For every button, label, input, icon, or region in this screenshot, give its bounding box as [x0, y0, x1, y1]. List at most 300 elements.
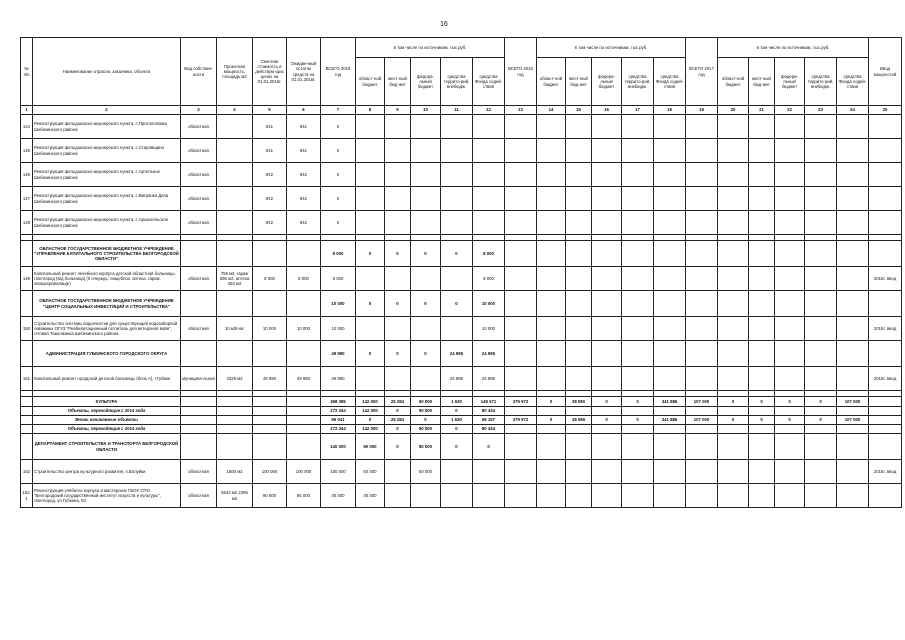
table-row-item — [21, 317, 902, 341]
column-number: 24 — [837, 106, 869, 115]
row-value-col-21 — [749, 341, 775, 367]
header-total-2015: ВСЕГО 2015 год — [321, 38, 356, 106]
header-ownership: Вид собствен-ности — [181, 38, 217, 106]
row-number: 151 — [21, 367, 33, 391]
row-value-col-23 — [805, 484, 837, 508]
row-value-col-10: 0 — [411, 291, 441, 317]
row-remaining: 942 — [287, 211, 321, 235]
row-value-col-17 — [622, 211, 654, 235]
row-value-col-12 — [473, 460, 505, 484]
row-value-col-17 — [622, 460, 654, 484]
row-remaining — [287, 291, 321, 317]
row-name: Реконструкция фельдшерско-акушерского пункта, с.Архангельское Шебекинского района — [33, 211, 181, 235]
row-value-col-24 — [837, 484, 869, 508]
row-value-col-24 — [837, 139, 869, 163]
row-remaining — [287, 434, 321, 460]
row-value-col-23 — [805, 187, 837, 211]
row-value-col-15 — [566, 267, 592, 291]
header-capacity: Проектная мощность, площадь м2 — [217, 38, 253, 106]
row-value-col-23 — [805, 460, 837, 484]
row-cost: 49 990 — [253, 367, 287, 391]
row-value-col-18 — [654, 484, 686, 508]
row-value-col-7: 0 — [321, 211, 356, 235]
header-src-regional: област-ной бюджет — [356, 58, 385, 106]
row-value-col-24 — [837, 317, 869, 341]
row-name: АДМИНИСТРАЦИЯ ГУБКИНСКОГО ГОРОДСКОГО ОКРУГА — [33, 341, 181, 367]
row-value-col-8: 142 000 — [356, 407, 385, 416]
table-row-group — [21, 291, 902, 317]
row-name: Капитальный ремонт городской детской больницы (блок А), г.Губкин — [33, 367, 181, 391]
column-number: 25 — [869, 106, 902, 115]
row-value-col-13 — [505, 115, 537, 139]
row-capacity — [217, 187, 253, 211]
row-value-col-24 — [837, 115, 869, 139]
row-value-col-18 — [654, 367, 686, 391]
row-value-col-8: 142 000 — [356, 425, 385, 434]
row-ownership: областная — [181, 460, 217, 484]
header-total-2017: ВСЕГО 2017 год — [686, 38, 718, 106]
row-value-col-13 — [505, 139, 537, 163]
row-value-col-19 — [686, 484, 718, 508]
table-row-item — [21, 367, 902, 391]
column-number: 17 — [622, 106, 654, 115]
row-remaining — [287, 241, 321, 267]
header-src-fund: средства Фонда содей-ствия — [654, 58, 686, 106]
row-value-col-8: 0 — [356, 416, 385, 425]
row-value-col-18: 341 886 — [654, 416, 686, 425]
row-number — [21, 291, 33, 317]
row-value-col-9 — [385, 317, 411, 341]
row-value-col-23 — [805, 367, 837, 391]
row-value-col-23 — [805, 434, 837, 460]
row-value-col-21 — [749, 367, 775, 391]
row-remaining — [287, 416, 321, 425]
row-value-col-20 — [718, 317, 749, 341]
table-row-item — [21, 187, 902, 211]
column-number: 20 — [718, 106, 749, 115]
row-value-col-19 — [686, 241, 718, 267]
row-name: КУЛЬТУРА — [33, 397, 181, 407]
row-value-col-21 — [749, 434, 775, 460]
row-capacity — [217, 163, 253, 187]
column-number: 9 — [385, 106, 411, 115]
row-value-col-13 — [505, 434, 537, 460]
row-number — [21, 407, 33, 416]
row-value-col-9 — [385, 460, 411, 484]
row-value-col-12: 24 995 — [473, 367, 505, 391]
row-cost: 942 — [253, 163, 287, 187]
row-cost: 941 — [253, 139, 287, 163]
row-remaining: 65 000 — [287, 484, 321, 508]
row-ownership — [181, 397, 217, 407]
row-value-col-14 — [537, 187, 566, 211]
row-value-col-19 — [686, 341, 718, 367]
row-value-col-12: 0 — [473, 434, 505, 460]
row-cost: 8 000 — [253, 267, 287, 291]
row-value-col-23 — [805, 407, 837, 416]
row-value-col-11: 1 630 — [441, 397, 473, 407]
header-group-2016: в том числе по источникам, тыс.руб. — [537, 38, 686, 58]
row-value-col-16 — [592, 341, 622, 367]
row-value-col-14 — [537, 434, 566, 460]
row-commission — [869, 425, 902, 434]
row-remaining: 942 — [287, 187, 321, 211]
row-value-col-9: 0 — [385, 241, 411, 267]
row-remaining: 942 — [287, 163, 321, 187]
row-value-col-12 — [473, 211, 505, 235]
column-number: 7 — [321, 106, 356, 115]
row-value-col-9: 25 284 — [385, 416, 411, 425]
table-row-item — [21, 139, 902, 163]
row-commission — [869, 163, 902, 187]
row-value-col-11: 0 — [441, 407, 473, 416]
row-capacity — [217, 397, 253, 407]
row-value-col-22 — [775, 460, 805, 484]
row-capacity — [217, 425, 253, 434]
row-value-col-16 — [592, 139, 622, 163]
row-number: 144 — [21, 115, 33, 139]
row-ownership: областная — [181, 267, 217, 291]
row-commission — [869, 187, 902, 211]
row-value-col-23 — [805, 317, 837, 341]
table-row-sub — [21, 425, 902, 434]
column-number: 3 — [181, 106, 217, 115]
row-commission — [869, 115, 902, 139]
row-value-col-20 — [718, 187, 749, 211]
row-number: 152 — [21, 460, 33, 484]
row-value-col-8: 50 000 — [356, 460, 385, 484]
row-value-col-19 — [686, 367, 718, 391]
row-value-col-16 — [592, 211, 622, 235]
row-value-col-21: 0 — [749, 397, 775, 407]
row-value-col-19 — [686, 317, 718, 341]
row-value-col-12 — [473, 484, 505, 508]
row-value-col-18 — [654, 115, 686, 139]
row-value-col-24 — [837, 434, 869, 460]
row-value-col-7: 0 — [321, 187, 356, 211]
row-capacity — [217, 434, 253, 460]
row-value-col-13 — [505, 484, 537, 508]
row-cost — [253, 434, 287, 460]
row-value-col-20 — [718, 211, 749, 235]
row-value-col-9: 0 — [385, 407, 411, 416]
row-value-col-20 — [718, 434, 749, 460]
row-value-col-21 — [749, 211, 775, 235]
row-commission — [869, 416, 902, 425]
table-row-item — [21, 211, 902, 235]
row-value-col-15 — [566, 425, 592, 434]
row-value-col-9 — [385, 367, 411, 391]
row-value-col-11: 0 — [441, 425, 473, 434]
row-name: Реконструкция учебного корпуса и мастерских ГБОУ СПО "Белгородский государственный институт искусств и культуры", г.Белгород, ул.Губкина, 53 — [33, 484, 181, 508]
header-number-row — [21, 106, 902, 115]
header-src-territorial: средства террито-рий, внебюдж. — [622, 58, 654, 106]
row-value-col-18 — [654, 211, 686, 235]
row-value-col-9: 0 — [385, 291, 411, 317]
row-value-col-22 — [775, 267, 805, 291]
row-value-col-20 — [718, 460, 749, 484]
row-capacity — [217, 241, 253, 267]
column-number: 2 — [33, 106, 181, 115]
row-value-col-13 — [505, 407, 537, 416]
header-src-local: мест-ный бюд-жет — [566, 58, 592, 106]
row-value-col-16 — [592, 460, 622, 484]
row-name: ОБЛАСТНОЕ ГОСУДАРСТВЕННОЕ БЮДЖЕТНОЕ УЧРЕЖДЕНИЕ "УПРАВЛЕНИЕ КАПИТАЛЬНОГО СТРОИТЕЛЬСТВА БЕЛГОРОДСКОЙ ОБЛАСТИ" — [33, 241, 181, 267]
row-value-col-14 — [537, 115, 566, 139]
row-value-col-10 — [411, 163, 441, 187]
column-number: 14 — [537, 106, 566, 115]
row-value-col-10: 50 000 — [411, 425, 441, 434]
row-value-col-11 — [441, 317, 473, 341]
row-value-col-8 — [356, 139, 385, 163]
row-value-col-20 — [718, 341, 749, 367]
row-value-col-11 — [441, 187, 473, 211]
header-group-2017: в том числе по источникам, тыс.руб. — [718, 38, 869, 58]
header-src-federal: федера-льный бюджет — [592, 58, 622, 106]
row-number: 150 — [21, 317, 33, 341]
row-value-col-7: 0 — [321, 163, 356, 187]
row-value-col-8: 142 000 — [356, 397, 385, 407]
row-remaining: 941 — [287, 115, 321, 139]
column-number: 22 — [775, 106, 805, 115]
row-value-col-16 — [592, 484, 622, 508]
row-ownership: областная — [181, 484, 217, 508]
row-value-col-20 — [718, 139, 749, 163]
row-value-col-8: 0 — [356, 241, 385, 267]
table-row-item — [21, 460, 902, 484]
row-value-col-18 — [654, 434, 686, 460]
row-value-col-12: 80 344 — [473, 425, 505, 434]
row-value-col-17: 0 — [622, 416, 654, 425]
row-value-col-20: 0 — [718, 416, 749, 425]
row-value-col-19 — [686, 407, 718, 416]
row-value-col-11 — [441, 115, 473, 139]
row-value-col-23 — [805, 241, 837, 267]
row-capacity: 759 м2, гараж 396 м2, аптека 403 м2 — [217, 267, 253, 291]
row-value-col-7: 0 — [321, 139, 356, 163]
row-value-col-14 — [537, 291, 566, 317]
row-value-col-14 — [537, 460, 566, 484]
row-value-col-7: 96 041 — [321, 416, 356, 425]
row-value-col-17 — [622, 267, 654, 291]
table-row-sub — [21, 407, 902, 416]
row-value-col-9 — [385, 187, 411, 211]
column-number: 10 — [411, 106, 441, 115]
row-value-col-10: 0 — [411, 416, 441, 425]
row-value-col-9: 0 — [385, 341, 411, 367]
row-value-col-13 — [505, 267, 537, 291]
row-value-col-19 — [686, 267, 718, 291]
row-value-col-16 — [592, 267, 622, 291]
row-value-col-20 — [718, 425, 749, 434]
row-cost — [253, 241, 287, 267]
row-value-col-8: 40 000 — [356, 484, 385, 508]
row-value-col-22 — [775, 407, 805, 416]
row-commission — [869, 241, 902, 267]
row-value-col-18 — [654, 317, 686, 341]
row-value-col-7: 49 990 — [321, 341, 356, 367]
row-value-col-23 — [805, 291, 837, 317]
row-value-col-22 — [775, 211, 805, 235]
row-value-col-20 — [718, 163, 749, 187]
row-value-col-9: 0 — [385, 425, 411, 434]
row-value-col-21 — [749, 163, 775, 187]
row-value-col-22 — [775, 425, 805, 434]
row-value-col-21 — [749, 317, 775, 341]
row-value-col-15: 38 086 — [566, 416, 592, 425]
column-number: 23 — [805, 106, 837, 115]
row-value-col-7: 8 000 — [321, 267, 356, 291]
row-ownership — [181, 407, 217, 416]
row-ownership — [181, 341, 217, 367]
row-cost — [253, 291, 287, 317]
row-value-col-20 — [718, 267, 749, 291]
row-name: Вновь начинаемые объекты — [33, 416, 181, 425]
row-cost — [253, 397, 287, 407]
row-value-col-18 — [654, 163, 686, 187]
row-cost: 941 — [253, 115, 287, 139]
row-remaining: 10 000 — [287, 317, 321, 341]
row-value-col-22 — [775, 341, 805, 367]
row-cost — [253, 341, 287, 367]
row-value-col-23: 0 — [805, 416, 837, 425]
row-value-col-10: 50 000 — [411, 407, 441, 416]
row-value-col-19 — [686, 291, 718, 317]
row-value-col-7: 272 344 — [321, 407, 356, 416]
row-value-col-20 — [718, 291, 749, 317]
row-value-col-7: 49 990 — [321, 367, 356, 391]
row-value-col-14 — [537, 267, 566, 291]
header-src-federal: федера-льный бюджет — [775, 58, 805, 106]
row-value-col-10: 50 000 — [411, 397, 441, 407]
row-value-col-22 — [775, 484, 805, 508]
header-src-local: мест-ный бюд-жет — [749, 58, 775, 106]
row-value-col-12: 149 571 — [473, 397, 505, 407]
row-value-col-17 — [622, 241, 654, 267]
row-value-col-14 — [537, 425, 566, 434]
row-value-col-14 — [537, 211, 566, 235]
row-capacity — [217, 416, 253, 425]
row-name: Реконструкция фельдшерско-акушерского пункта, с.Протопоповка Шебекинского района — [33, 115, 181, 139]
header-total-2016: ВСЕГО 2016 год — [505, 38, 537, 106]
row-ownership — [181, 434, 217, 460]
row-value-col-19 — [686, 187, 718, 211]
row-value-col-16 — [592, 367, 622, 391]
row-commission — [869, 484, 902, 508]
row-commission — [869, 397, 902, 407]
row-remaining — [287, 407, 321, 416]
row-commission — [869, 341, 902, 367]
row-value-col-13 — [505, 291, 537, 317]
row-value-col-16 — [592, 163, 622, 187]
table-row-group — [21, 341, 902, 367]
row-value-col-8 — [356, 211, 385, 235]
row-capacity — [217, 341, 253, 367]
row-value-col-18 — [654, 187, 686, 211]
row-value-col-16 — [592, 241, 622, 267]
row-name: Капитальный ремонт лечебного корпуса детской областной больницы, г.Белгород (в/д больница) (II очередь: пищеблок, аптека, гараж, овощехранилище) — [33, 267, 181, 291]
row-value-col-8 — [356, 187, 385, 211]
row-value-col-14: 0 — [537, 416, 566, 425]
row-value-col-10 — [411, 484, 441, 508]
row-commission: 2015г. ввод — [869, 460, 902, 484]
row-value-col-7: 0 — [321, 115, 356, 139]
row-ownership: областная — [181, 317, 217, 341]
row-value-col-10: 50 000 — [411, 460, 441, 484]
row-value-col-19 — [686, 434, 718, 460]
row-value-col-24 — [837, 163, 869, 187]
row-value-col-19 — [686, 163, 718, 187]
row-value-col-24 — [837, 367, 869, 391]
row-value-col-14 — [537, 163, 566, 187]
header-src-regional: област-ной бюджет — [537, 58, 566, 106]
header-src-territorial: средства террито-рий, внебюдж. — [441, 58, 473, 106]
row-value-col-16: 0 — [592, 416, 622, 425]
row-value-col-7: 40 000 — [321, 484, 356, 508]
row-number — [21, 341, 33, 367]
row-ownership — [181, 416, 217, 425]
row-value-col-14 — [537, 484, 566, 508]
row-value-col-16 — [592, 187, 622, 211]
header-src-fund: средства Фонда содей-ствия — [837, 58, 869, 106]
column-number: 19 — [686, 106, 718, 115]
column-number: 15 — [566, 106, 592, 115]
row-value-col-24 — [837, 407, 869, 416]
row-value-col-22 — [775, 115, 805, 139]
row-value-col-12: 8 000 — [473, 241, 505, 267]
row-ownership: областная — [181, 115, 217, 139]
row-cost: 100 000 — [253, 460, 287, 484]
row-number: 147 — [21, 187, 33, 211]
row-capacity — [217, 115, 253, 139]
row-ownership — [181, 241, 217, 267]
row-value-col-16 — [592, 291, 622, 317]
row-value-col-23 — [805, 115, 837, 139]
row-cost: 10 000 — [253, 317, 287, 341]
row-value-col-11: 0 — [441, 241, 473, 267]
row-value-col-17 — [622, 187, 654, 211]
row-value-col-11: 0 — [441, 434, 473, 460]
row-value-col-21 — [749, 460, 775, 484]
row-value-col-20 — [718, 241, 749, 267]
row-value-col-11: 1 630 — [441, 416, 473, 425]
table-row-item — [21, 267, 902, 291]
row-value-col-17 — [622, 115, 654, 139]
row-value-col-12: 10 000 — [473, 291, 505, 317]
table-row-sub — [21, 416, 902, 425]
row-value-col-19: 107 000 — [686, 397, 718, 407]
row-value-col-8 — [356, 317, 385, 341]
table-row-item — [21, 484, 902, 508]
row-cost — [253, 407, 287, 416]
row-ownership: муниципа-льная — [181, 367, 217, 391]
row-value-col-10 — [411, 267, 441, 291]
row-commission — [869, 139, 902, 163]
row-commission — [869, 211, 902, 235]
row-value-col-8: 0 — [356, 291, 385, 317]
row-value-col-9 — [385, 115, 411, 139]
row-capacity — [217, 291, 253, 317]
row-value-col-14 — [537, 241, 566, 267]
row-value-col-15 — [566, 139, 592, 163]
row-value-col-15 — [566, 317, 592, 341]
row-value-col-22: 0 — [775, 416, 805, 425]
row-value-col-16 — [592, 425, 622, 434]
row-value-col-12: 80 344 — [473, 407, 505, 416]
row-value-col-18 — [654, 267, 686, 291]
table-row-group — [21, 434, 902, 460]
row-value-col-12 — [473, 115, 505, 139]
